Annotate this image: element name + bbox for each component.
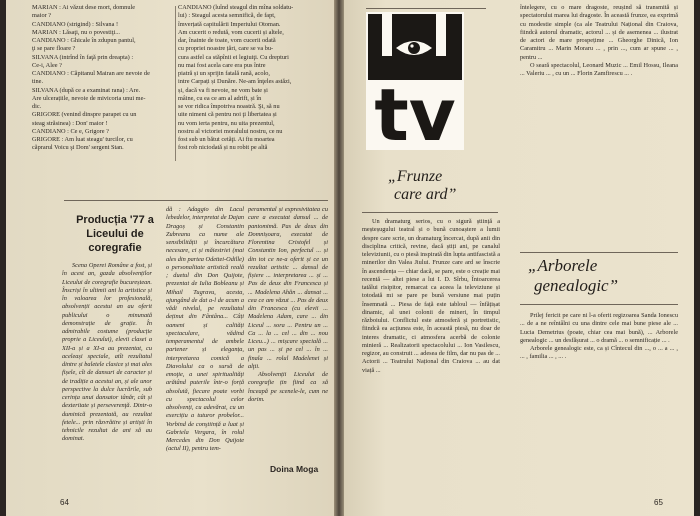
eye-pupil	[408, 42, 420, 54]
review1-title: „Frunze care ard”	[388, 168, 457, 203]
article-col3: peramental și expresivitatea cu care a executat dansul ... de pantomimă. Pas de deux din Domnișoara, executat de Florentina Cristofel și Constantin Ion, perfectul ... și din tot ce ne-a oferit și ce un rezultat artistic ... dansul de fișiere ... interpretarea ... și ... Pas de deux din Francesca și ... Madelena Ahăn ... dansat ... cea ce am văzut ... Pas de deux din Francesca (cu elevii ... Madelena Adam, care ... din Liceul ... sora ... Pentru un ... Ca ... la ... cel ... din ... nou Liceu...) ... mișcare specială ... un pas ... și pe cel ... în ... finala ... rolul Madelenei și alţii. Absolvenții Liceului de coregrafie țin fiind ca să înceapă pe scenele-le, cum ne dorim.	[248, 206, 328, 403]
logo-slot-right	[436, 14, 446, 56]
review2-rule	[520, 304, 678, 305]
review2-text: Prilej fericit pe care ni l-a oferit regizoarea Sanda Ionescu ... de a ne reîntâlni cu una dintre cele mai bune piese ale ... Lucia Demetrius (poate, chiar cea mai bună), ... Arborele genealogic ... un desfășurat ... o dramă ... o semnificație ... . Arborele genealogic este, ca și Cîntecul din ..., o ... a ... , ... , familia ... , ... .	[520, 312, 678, 361]
review2-top-rule	[520, 252, 678, 253]
dialog-line: maior ?	[32, 12, 52, 20]
dialog-line: dic.	[32, 103, 42, 110]
dialog-line: căprarul Voicu şi Dom' sergent Stan.	[32, 144, 124, 152]
dialog-line: GRIGORE : Am luat steagu' turcilor, cu	[32, 136, 133, 143]
dialog-left-column	[32, 4, 172, 169]
article-col1: Scena Operei Române a fost, și în acest an, gazda absolvenților Liceului de coregrafie bucureștean. Înscriși în ultimii ani la artistice și în valoarea lor profesională, absolvenții acestui an au oferit publicului o minunată demonstrație de grație. În admirabile costume (producție proprie a Liceului), elevii clasei a XII-a și a XI-a au prezentat, cu aceleași speciale, atît rezultatul dintre și baletele clasice și mai ales fișele, cît de dansuri de caracter și de tradiție a acestui an, și ale unor perspective la dulce lucrările, sub cerința unui dansator tânăr, cât și dexteritate și perseverenţă. Dintr-o duminică prezentată, au rezultat fetele... prin răzvrătire și artiști în tehnicile rezultat de ani să au dominat.	[62, 262, 152, 443]
dialog-line: steag străsinea) : Don' maior !	[32, 119, 108, 127]
dialog-line: CANDIANO (strigind) : Silvana !	[32, 20, 119, 28]
right-page	[344, 0, 694, 516]
dialog-line: MARIAN : Lăsaţi, nu o povestiţi...	[32, 28, 120, 36]
dialog-line: Are ulcerațiile, nevoie de mivicoria unui me-	[32, 94, 146, 102]
review1-text: Un dramaturg serios, cu o sigură știință a meșteșugului teatral și o bună cunoaștere a lumii despre care scrie, un dramaturg încercat, după anii din disciplina critică, revine, dacă știți ani, pe canalul televiziunii, cu o piesă inspirată din lupta antifascistă a minerilor din Valea Jiului. Frunze care ard se înscrie în ascendența — chiar dacă, se pare, este o creație mai recentă — altei piese a lui I. D. Sîrbu, Întoarcerea tatălui risipitor, remarcat ca aceea la televiziune și totodată mi se pare pe bună versiune mai puțin însemnată ... Piesa de față este tabloul — înfățișat dinamic, al unei colonii de mineri, în timpul războiului. Conflictul este atmosferă și portretistic, fiindcă ea acțiunea este, în această piesă, nu doar de interes dramatic, ci atmosfera acerbă de colonie minieră ... Realizatorii spectacolului ... Ion Vasilescu, regizor, au construit ... adesea de film, dar nu pas de ... Actorii ... Teatrului Național din Craiova ... au dat viață ...	[362, 218, 500, 374]
eye-highlight	[410, 44, 413, 47]
dialog-line: se vor ridica împotriva noastră. Şi, să nu	[178, 103, 280, 110]
dialog-line: GRIGORE (venind dinspre parapet cu un	[32, 111, 137, 119]
dialog-line: MARIAN : Ai văzut dese mort, domnule	[32, 4, 136, 11]
page-number-right: 65	[654, 498, 663, 507]
dialog-line: dar, înainte de toate, vom cucerii odată	[178, 37, 276, 44]
dialog-line: și, dacă va fi nevoie, ne vom bate și	[178, 86, 268, 94]
review1-rule	[362, 212, 498, 213]
article-top-rule	[64, 200, 328, 201]
logo-letters: tv	[374, 73, 456, 150]
header-rule	[366, 8, 486, 9]
side-column: întelegere, cu o mare dragoste, reușind să transmită și spectatorului marea lui dragoste. În această frunze, ea exprimă cu modestie simple (ca ale Teatrului Național din Craiova, fiindcă autorul dramatic, actorul ... și de asemenea ... ilustrat de actori de mare prospețime ... Gheorghe Dinică, Ion Caramitru ... Marin Moraru ... , prin ..., cum ar spune ... , pentru ... O seară spectacolul, Leonard Muzic ... Emil Hossu, Ileana ... Valeriu ... , cu un ... Florin Zamfirescu ... .	[520, 4, 678, 77]
article-signature: Doina Moga	[270, 464, 319, 474]
dialog-line: cura astfel ca stăpînii ei legiuiţi. Cu drepturi	[178, 53, 289, 61]
tv-logo	[366, 12, 464, 150]
review2-title: „Arborele genealogic”	[528, 256, 619, 295]
dialog-line: cu propriei noastre țări, care se va bu-	[178, 45, 274, 53]
dialog-line: lui) : Steagul acesta semnifică, de fapt,	[178, 12, 276, 20]
dialog-line: ţi se pare floare ?	[32, 45, 76, 53]
dialog-line: fost rob niciodată și nu robit pe altă	[178, 144, 268, 152]
dialog-line: intre Carpați și Dunăre. Ne-am înţeles astăzi,	[178, 78, 292, 86]
dialog-line: Am cucerit o redută, vom cucerii și altele,	[178, 28, 284, 36]
book-spine	[334, 0, 344, 516]
dialog-line: Ce-i, Alee ?	[32, 61, 62, 69]
dialog-line: nu mai fost acela care era pus între	[178, 61, 266, 69]
column-divider	[175, 6, 176, 161]
dialog-line: fost sub un bătut cetăţi. Ai fiu moartea	[178, 136, 275, 143]
dialog-line: CANDIANO : Căpitanul Mairan are nevoie de	[32, 70, 150, 77]
article-col2: dă : Adaggio din Lacul lebedelor, interpretat de Dajan Dragoș și Constantin Zubreanu ca nume ale sensibilității și încurcătura necesare, ci și măiestriei (mai ales din partea Odettei-Odille) o personalitate artistică reală ; duetul din Don Quijote, prezentat de Iulia Bobleanu și Mihail Tugravu, acesta, ajungând de dat a-l de acum a vădi nivelul, pe rezultatul deținut din Fântâna... Câți oameni și calități spectaculare, vădind temperamentul de ambele partener și eleganța, interpretarea comică a Diavolului ca o sursă de emoţie, a unei spiritualităţi arătând puterile într-o forță absolută, fiecare poate vorbi cu spectacolul celor absolvenți, cu adevărat, cu un exercițiu a tuturor probelor... Vorbind de conştiință a luat și Gabriela Vergara, în rolul Mercedes din Don Quijote (actul II), pentru tem-	[166, 206, 244, 453]
dialog-line: CANDIANO (luînd steagul din mîna soldatu-	[178, 4, 294, 11]
dialog-line: mâine, cu ea ce am al adrift, și în	[178, 94, 262, 102]
dialog-line: îmverțată capitulării Imperiului Otoman.	[178, 20, 281, 28]
dialog-line: uite nimeni că pentru noi ţi libertatea și	[178, 111, 277, 119]
dialog-line: CANDIANO : Ghicale în zdupun pantul,	[32, 37, 136, 44]
dialog-right-column	[178, 4, 328, 164]
article-title: Producția '77 a Liceului de coregrafie	[76, 214, 154, 254]
dialog-line: tine.	[32, 78, 44, 86]
dialog-line: SILVANA (după ce a examinat rana) : Are.	[32, 86, 141, 94]
dialog-line: nu vom ierta pentru, nu uita prezentul,	[178, 119, 275, 127]
dialog-line: piatră și un sprijin fatală rană, acolo,	[178, 70, 270, 77]
left-page	[6, 0, 334, 516]
dialog-line: SILVANA (intrînd în faţă prin dreapta) :	[32, 53, 134, 61]
page-number-left: 64	[60, 498, 69, 507]
logo-slot-left	[382, 14, 392, 56]
dialog-line: CANDIANO : Ce e, Grigore ?	[32, 127, 109, 135]
dialog-line: nostru al victoriei moralului nostru, ce nu	[178, 127, 283, 135]
